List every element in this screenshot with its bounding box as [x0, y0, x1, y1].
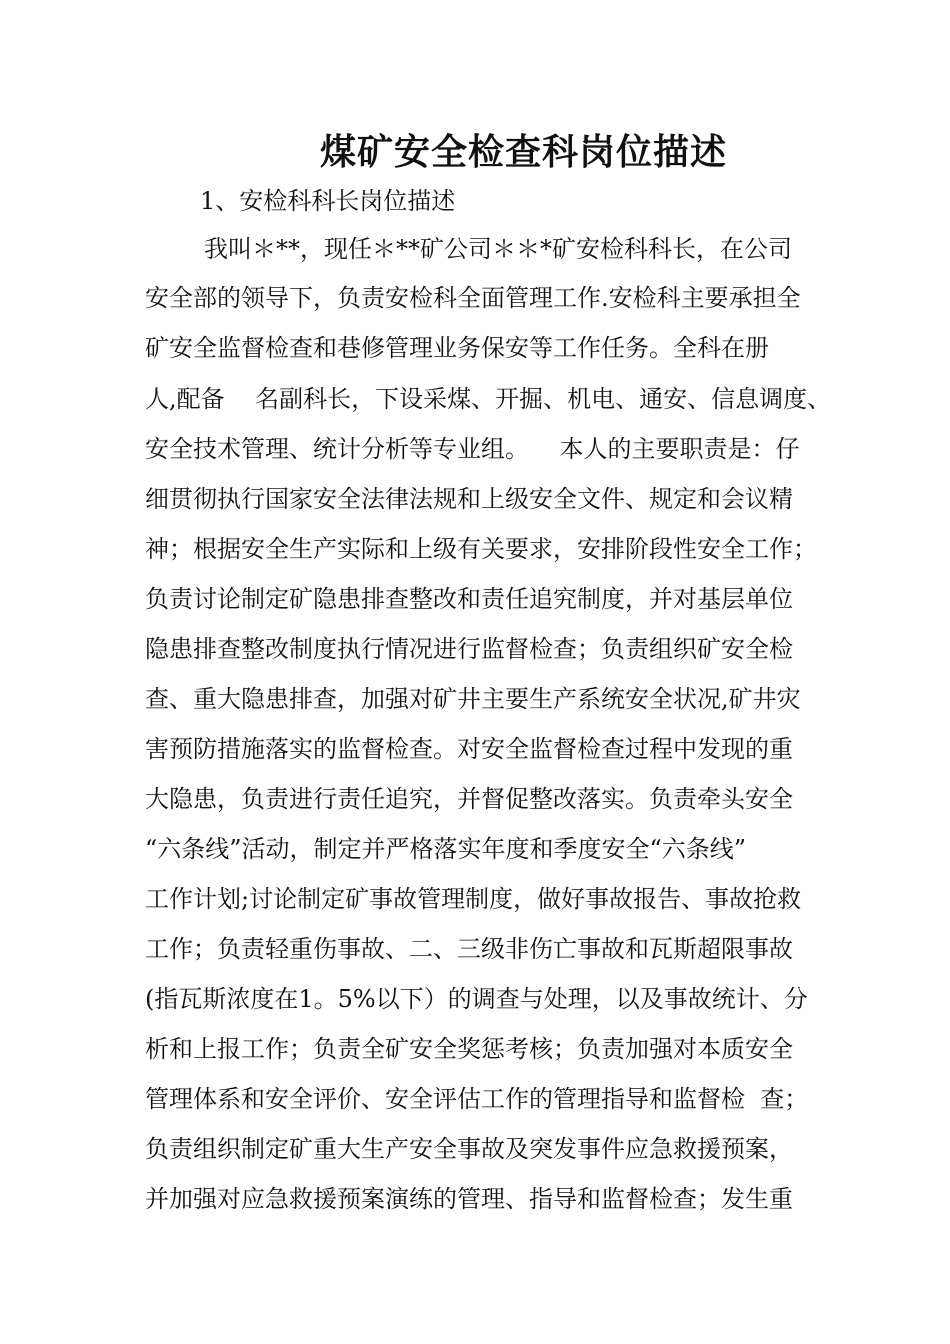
body-line: 矿安全监督检查和巷修管理业务保安等工作任务。全科在册: [145, 334, 769, 362]
body-line: 负责讨论制定矿隐患排查整改和责任追究制度，并对基层单位: [145, 585, 793, 613]
body-line: 查、重大隐患排查，加强对矿井主要生产系统安全状况,矿井灾: [145, 685, 801, 713]
body-line: 害预防措施落实的监督检查。对安全监督检查过程中发现的重: [145, 735, 793, 763]
document-title: 煤矿安全检查科岗位描述: [320, 131, 728, 173]
body-line: 我叫＊**，现任＊**矿公司＊＊*矿安检科科长，在公司: [204, 235, 792, 263]
body-line: 负责组织制定矿重大生产安全事故及突发事件应急救援预案，: [145, 1135, 793, 1163]
body-line: (指瓦斯浓度在1。5%以下）的调查与处理，以及事故统计、分: [145, 985, 808, 1013]
body-line: 工作；负责轻重伤事故、二、三级非伤亡事故和瓦斯超限事故: [145, 935, 793, 963]
body-line: 管理体系和安全评价、安全评估工作的管理指导和监督检 查；: [145, 1085, 809, 1113]
body-line: 安全技术管理、统计分析等专业组。 本人的主要职责是：仔: [145, 435, 800, 463]
body-line: 析和上报工作；负责全矿安全奖惩考核；负责加强对本质安全: [145, 1035, 793, 1063]
body-line: 大隐患，负责进行责任追究，并督促整改落实。负责牵头安全: [145, 785, 793, 813]
body-line: 并加强对应急救援预案演练的管理、指导和监督检查；发生重: [145, 1185, 793, 1213]
body-line: “六条线”活动，制定并严格落实年度和季度安全“六条线”: [145, 835, 747, 863]
body-line: 细贯彻执行国家安全法律法规和上级安全文件、规定和会议精: [145, 485, 793, 513]
body-line: 隐患排查整改制度执行情况进行监督检查；负责组织矿安全检: [145, 635, 793, 663]
section-heading: 1、安检科科长岗位描述: [200, 187, 456, 215]
body-line: 安全部的领导下，负责安检科全面管理工作.安检科主要承担全: [145, 284, 801, 312]
body-line: 人,配备 名副科长，下设采煤、开掘、机电、通安、信息调度、: [145, 385, 832, 413]
body-line: 工作计划;讨论制定矿事故管理制度，做好事故报告、事故抢救: [145, 885, 802, 913]
body-line: 神；根据安全生产实际和上级有关要求，安排阶段性安全工作；: [145, 535, 817, 563]
